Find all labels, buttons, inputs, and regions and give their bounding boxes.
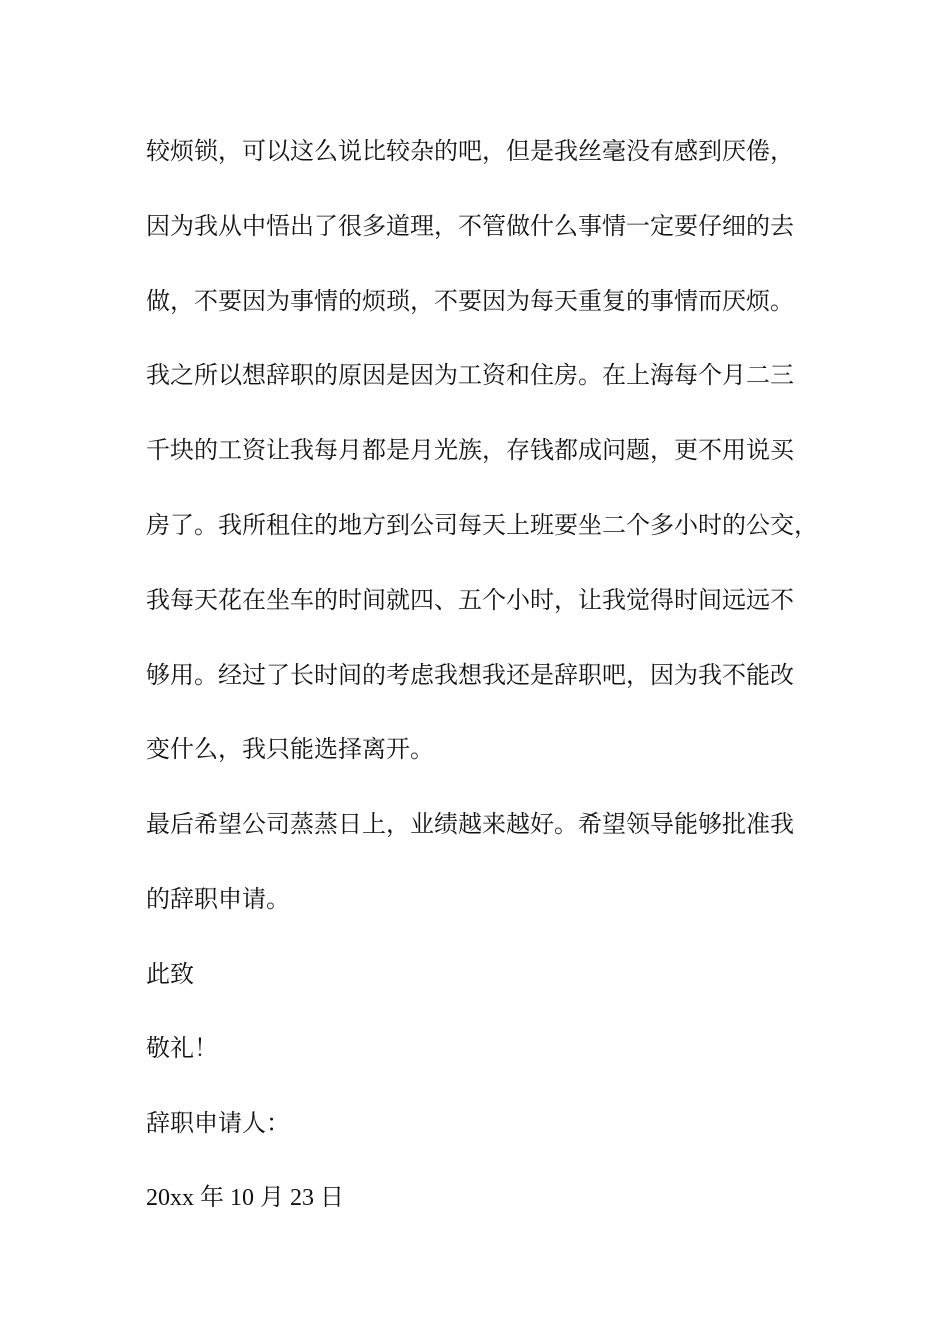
date-text: 20xx 年 10 月 23 日	[146, 1185, 344, 1211]
body-line-1: 较烦锁，可以这么说比较杂的吧，但是我丝毫没有感到厌倦，	[146, 137, 794, 165]
body-line-9: 变什么，我只能选择离开。	[146, 735, 434, 763]
body-line-5: 千块的工资让我每月都是月光族，存钱都成问题，更不用说买	[146, 436, 794, 464]
body-line-6: 房了。我所租住的地方到公司每天上班要坐二个多小时的公交，	[146, 511, 818, 539]
closing-text: 此致	[146, 960, 194, 988]
salutation-text: 敬礼！	[146, 1034, 218, 1062]
body-line-2: 因为我从中悟出了很多道理，不管做什么事情一定要仔细的去	[146, 212, 794, 240]
body-line-10: 最后希望公司蒸蒸日上，业绩越来越好。希望领导能够批准我	[146, 810, 794, 838]
body-line-8: 够用。经过了长时间的考虑我想我还是辞职吧，因为我不能改	[146, 661, 794, 689]
body-line-11: 的辞职申请。	[146, 885, 290, 913]
body-line-3: 做，不要因为事情的烦琐，不要因为每天重复的事情而厌烦。	[146, 287, 794, 315]
body-line-4: 我之所以想辞职的原因是因为工资和住房。在上海每个月二三	[146, 361, 794, 389]
body-line-7: 我每天花在坐车的时间就四、五个小时，让我觉得时间远远不	[146, 586, 794, 614]
signature-label: 辞职申请人：	[146, 1109, 290, 1137]
